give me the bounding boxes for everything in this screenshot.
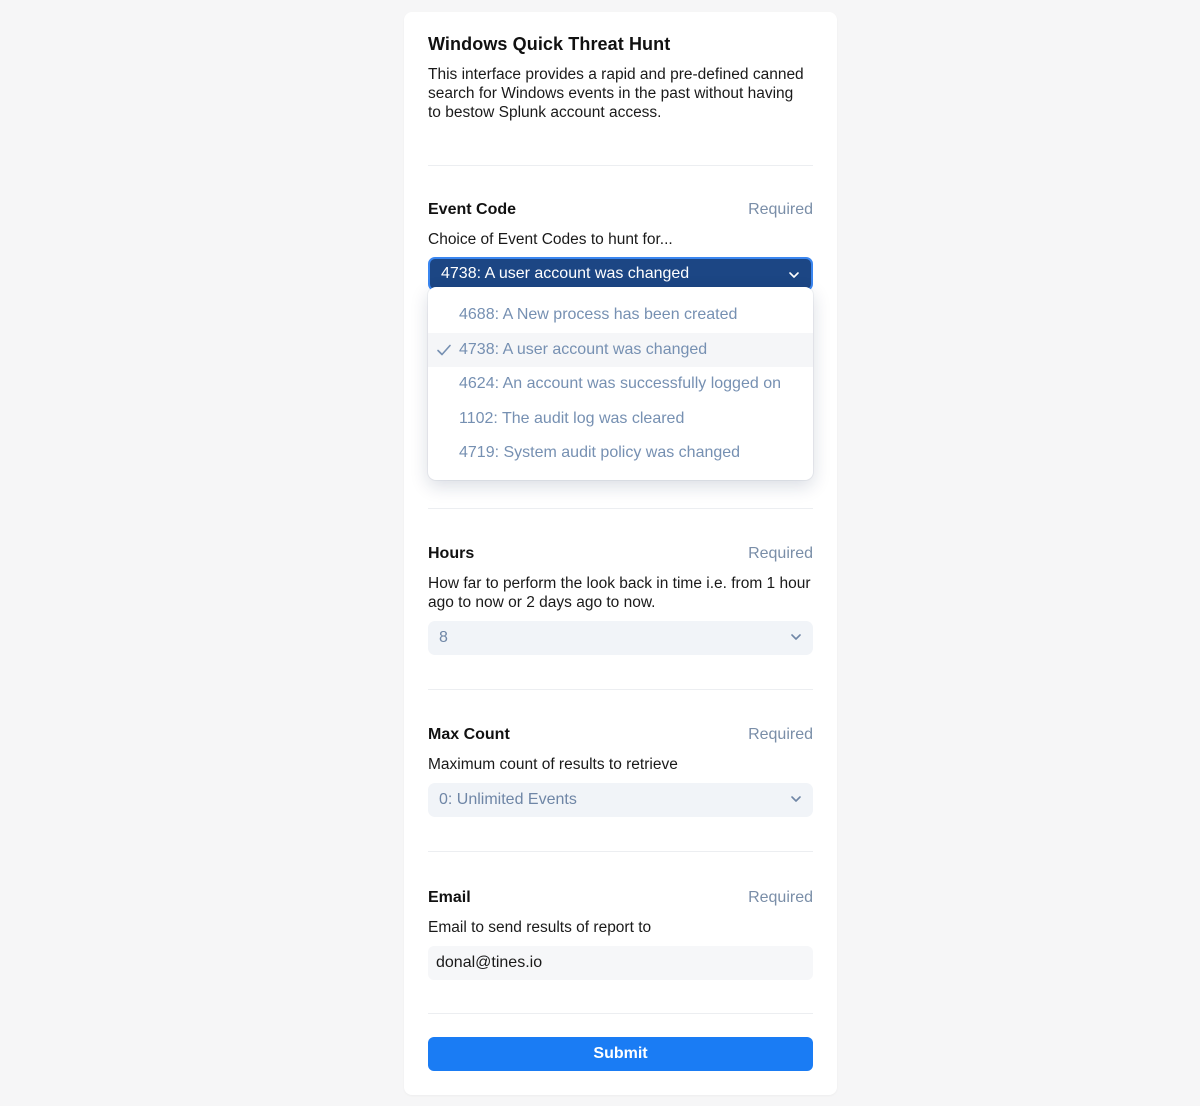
submit-button[interactable]: Submit xyxy=(428,1037,813,1071)
email-label: Email xyxy=(428,889,471,906)
email-value: donal@tines.io xyxy=(436,954,543,971)
dropdown-option-selected[interactable] xyxy=(428,333,813,368)
email-field[interactable] xyxy=(428,946,813,980)
event-code-value: 4738: A user account was changed xyxy=(441,265,690,282)
option-label: 1102: The audit log was cleared xyxy=(459,409,685,427)
divider xyxy=(428,851,813,852)
form-card xyxy=(404,12,837,1095)
form-title: Windows Quick Threat Hunt xyxy=(428,34,671,54)
dropdown-option[interactable] xyxy=(428,367,813,402)
email-required: Required xyxy=(748,889,813,906)
chevron-down-icon xyxy=(789,792,803,806)
max-count-select[interactable] xyxy=(428,783,813,817)
event-code-dropdown-menu xyxy=(428,287,813,480)
chevron-down-icon xyxy=(787,268,801,282)
hours-required: Required xyxy=(748,545,813,562)
dropdown-option[interactable] xyxy=(428,402,813,437)
max-count-help: Maximum count of results to retrieve xyxy=(428,756,678,773)
chevron-down-icon xyxy=(789,630,803,644)
dropdown-option[interactable] xyxy=(428,436,813,471)
max-count-label: Max Count xyxy=(428,726,510,743)
event-code-help: Choice of Event Codes to hunt for... xyxy=(428,231,673,248)
event-code-select[interactable] xyxy=(428,257,813,291)
divider xyxy=(428,1013,813,1014)
email-help: Email to send results of report to xyxy=(428,919,652,936)
option-label: 4688: A New process has been created xyxy=(459,306,738,323)
divider xyxy=(428,165,813,166)
option-label: 4738: A user account was changed xyxy=(459,340,708,358)
hours-value: 8 xyxy=(439,629,448,646)
form-description: This interface provides a rapid and pre-defined canned search for Windows events in the past without having to bestow Splunk account access. xyxy=(428,66,804,121)
event-code-label: Event Code xyxy=(428,201,517,218)
hours-select[interactable] xyxy=(428,621,813,655)
option-label: 4719: System audit policy was changed xyxy=(459,444,741,461)
hours-help: How far to perform the look back in time i.e. from 1 hour ago to now or 2 days ago to now. xyxy=(428,575,811,611)
option-label: 4624: An account was successfully logged on xyxy=(459,375,781,392)
divider xyxy=(428,508,813,509)
max-count-value: 0: Unlimited Events xyxy=(439,791,577,808)
event-code-required: Required xyxy=(748,201,813,218)
dropdown-option[interactable] xyxy=(428,298,813,333)
hours-label: Hours xyxy=(428,545,475,562)
max-count-required: Required xyxy=(748,726,813,743)
check-icon xyxy=(436,343,452,357)
divider xyxy=(428,689,813,690)
